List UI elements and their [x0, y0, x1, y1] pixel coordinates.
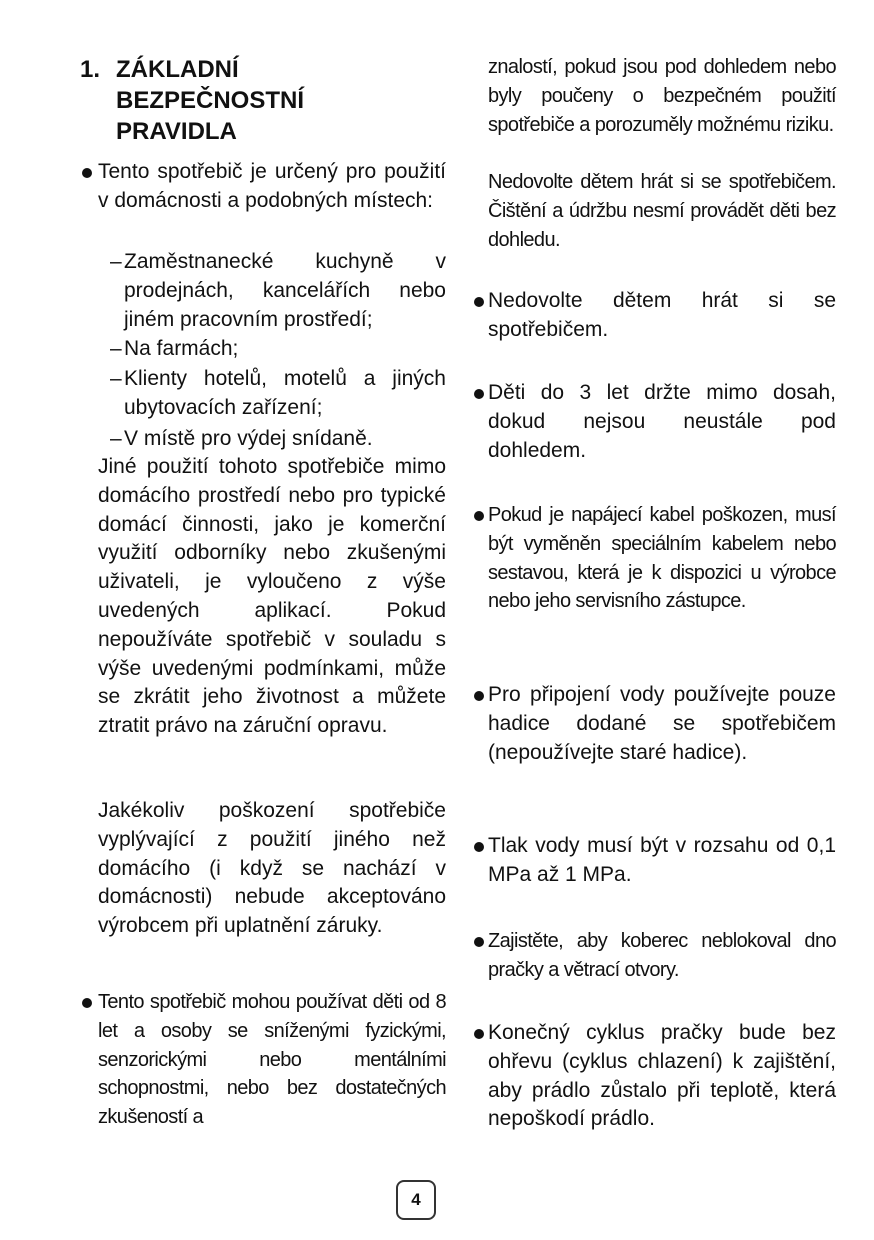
- bullet-icon: [82, 998, 92, 1008]
- dash-icon: –: [110, 367, 122, 390]
- page-number: 4: [396, 1180, 436, 1220]
- section-heading: [80, 54, 304, 147]
- list-item: V místě pro výdej snídaně.: [124, 427, 373, 450]
- bullet-text: Nedovolte dětem hrát si se spotřebičem.: [488, 289, 836, 341]
- dash-icon: –: [110, 427, 122, 450]
- dash-icon: –: [110, 337, 122, 360]
- paragraph: znalostí, pokud jsou pod dohledem nebo byly poučeny o bezpečném použití spotřebiče a porozuměly možnému riziku.: [488, 56, 836, 136]
- bullet-text: Děti do 3 let držte mimo dosah, dokud nejsou neustále pod dohledem.: [488, 381, 836, 462]
- paragraph: Jiné použití tohoto spotřebiče mimo domácího prostředí nebo pro typické domácí činnosti, jako je komerční využití odborníky nebo zkušenými uživateli, je vyloučeno z výše uvedených aplikací. Pokud nepoužíváte spotřebič v souladu s výše uvedenými podmínkami, může se zkrátit jeho životnost a můžete ztratit právo na záruční opravu.: [98, 455, 446, 738]
- bullet-icon: [474, 937, 484, 947]
- bullet-text: Pokud je napájecí kabel poškozen, musí být vyměněn speciálním kabelem nebo sestavou, která je k dispozici u výrobce nebo jeho servisního zástupce.: [488, 504, 836, 613]
- bullet-text: Tlak vody musí být v rozsahu od 0,1 MPa až 1 MPa.: [488, 834, 836, 886]
- bullet-icon: [474, 691, 484, 701]
- list-item: Klienty hotelů, motelů a jiných ubytovacích zařízení;: [124, 367, 446, 419]
- bullet-text: Zajistěte, aby koberec neblokoval dno pračky a větrací otvory.: [488, 930, 836, 981]
- bullet-icon: [474, 297, 484, 307]
- paragraph: Nedovolte dětem hrát si se spotřebičem. Čištění a údržbu nesmí provádět děti bez dohledu.: [488, 171, 836, 251]
- bullet-text-children: Tento spotřebič mohou používat děti od 8 let a osoby se sníženými fyzickými, senzorickými nebo mentálními schopnostmi, nebo bez dostatečných zkušeností a: [98, 991, 446, 1129]
- bullet-icon: [474, 511, 484, 521]
- bullet-icon: [82, 168, 92, 178]
- paragraph: Jakékoliv poškození spotřebiče vyplývající z použití jiného než domácího (i když se nachází v domácnosti) nebude akceptováno výrobcem při uplatnění záruky.: [98, 799, 446, 938]
- list-item: Na farmách;: [124, 337, 239, 360]
- bullet-text: Konečný cyklus pračky bude bez ohřevu (cyklus chlazení) k zajištění, aby prádlo zůstalo při teplotě, která nepoškodí prádlo.: [488, 1021, 836, 1131]
- bullet-text: Pro připojení vody používejte pouze hadice dodané se spotřebičem (nepoužívejte staré hadice).: [488, 683, 836, 764]
- bullet-icon: [474, 842, 484, 852]
- bullet-icon: [474, 1029, 484, 1039]
- heading-line: ZÁKLADNÍ: [116, 56, 239, 83]
- heading-line: PRAVIDLA: [116, 118, 237, 145]
- list-item: Zaměstnanecké kuchyně v prodejnách, kancelářích nebo jiném pracovním prostředí;: [124, 250, 446, 331]
- bullet-icon: [474, 389, 484, 399]
- bullet-text-intended-use: Tento spotřebič je určený pro použití v domácnosti a podobných místech:: [98, 160, 446, 212]
- heading-line: BEZPEČNOSTNÍ: [116, 87, 305, 114]
- section-number: 1.: [80, 56, 101, 83]
- dash-icon: –: [110, 250, 122, 273]
